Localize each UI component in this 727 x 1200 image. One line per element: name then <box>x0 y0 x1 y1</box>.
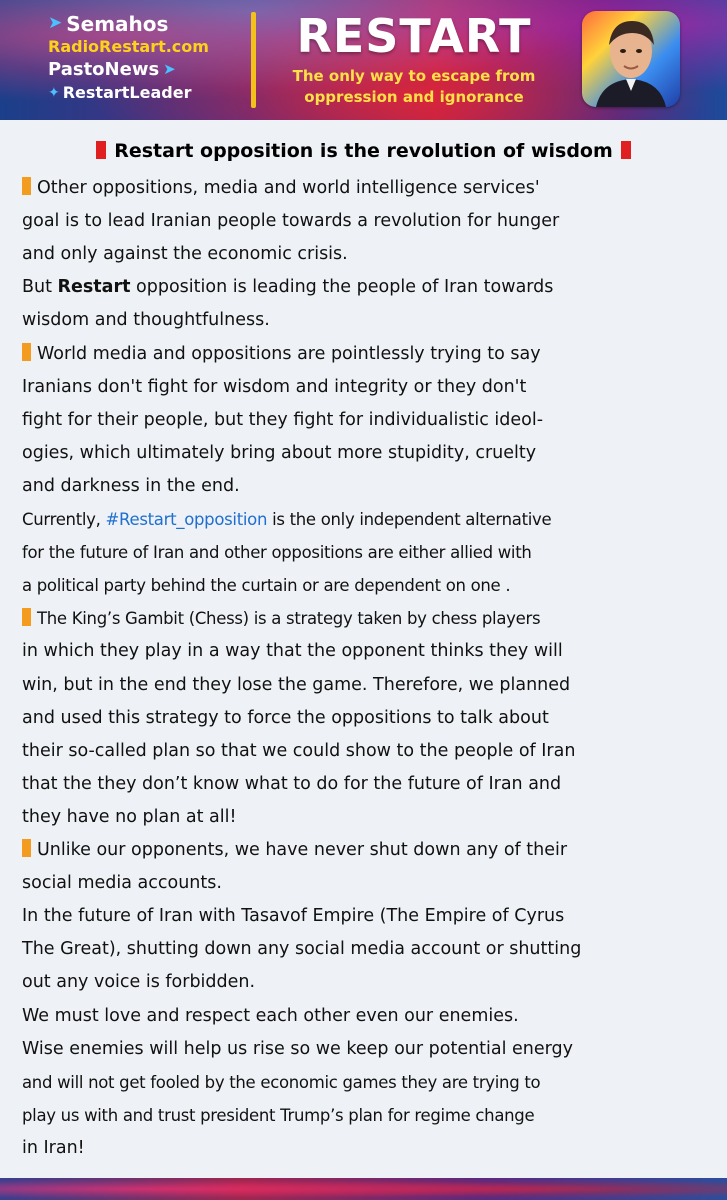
article-line <box>22 966 712 999</box>
avatar <box>582 11 680 107</box>
hashtag-link[interactable]: #Restart_opposition <box>105 510 268 529</box>
line-text: The King’s Gambit (Chess) is a strategy taken by chess players <box>37 609 541 629</box>
article-line <box>22 1132 712 1165</box>
line-text: goal is to lead Iranian people towards a revolution for hunger <box>22 211 560 232</box>
article-line <box>22 735 712 768</box>
line-text: wisdom and thoughtfulness. <box>22 310 270 331</box>
line-text: for the future of Iran and other oppositions are either allied with <box>22 543 532 563</box>
line-text: that the they don’t know what to do for the future of Iran and <box>22 773 562 794</box>
pasto-label: PastoNews <box>48 58 160 80</box>
article-line <box>22 834 712 867</box>
line-text: Iranians don't fight for wisdom and integrity or they don't <box>22 376 527 397</box>
article-line <box>22 437 712 470</box>
line-text: they have no plan at all! <box>22 806 237 827</box>
line-text: The Great), shutting down any social media account or shutting <box>22 939 582 960</box>
article-line <box>22 470 712 503</box>
telegram-icon: ➤ <box>163 60 176 78</box>
red-square-icon <box>96 141 106 159</box>
line-text: a political party behind the curtain or are dependent on one . <box>22 576 511 596</box>
semahos-label: Semahos <box>66 11 169 36</box>
article-line <box>22 404 712 437</box>
line-text: Other oppositions, media and world intelligence services' <box>37 178 540 198</box>
brand-tagline-1: The only way to escape from <box>292 67 536 85</box>
line-text: opposition is leading the people of Iran towards <box>130 277 554 298</box>
header-divider <box>251 12 256 108</box>
radio-label: RadioRestart.com <box>48 36 209 56</box>
line-text: and only against the economic crisis. <box>22 244 348 265</box>
pasto-link[interactable] <box>48 58 248 81</box>
article-heading <box>20 136 707 166</box>
brand-title: RESTART <box>296 9 532 63</box>
line-text: fight for their people, but they fight for individualistic ideol- <box>22 409 544 430</box>
radio-link[interactable] <box>48 35 248 58</box>
line-text: is the only independent alternative <box>267 510 552 529</box>
line-text: We must love and respect each other even our enemies. <box>22 1005 519 1026</box>
line-text: out any voice is forbidden. <box>22 972 256 993</box>
line-text: in which they play in a way that the opponent thinks they will <box>22 641 563 662</box>
line-text: Currently, <box>22 510 106 529</box>
article-line <box>22 768 712 801</box>
article-line <box>22 569 712 602</box>
article-line <box>22 669 712 702</box>
orange-bullet-icon <box>22 608 31 626</box>
article-line <box>22 338 712 371</box>
article-line <box>22 238 712 271</box>
line-text: ogies, which ultimately bring about more stupidity, cruelty <box>22 442 537 463</box>
orange-bullet-icon <box>22 343 31 361</box>
line-text: and used this strategy to force the oppositions to talk about <box>22 707 549 728</box>
article-line <box>22 867 712 900</box>
article-line <box>22 1066 712 1099</box>
brand-block <box>264 6 564 108</box>
twitter-link[interactable] <box>48 81 248 104</box>
article-line <box>22 1033 712 1066</box>
line-text: World media and oppositions are pointlessly trying to say <box>37 343 541 364</box>
line-text: social media accounts. <box>22 873 222 894</box>
bold-keyword: Restart <box>57 277 131 298</box>
line-text: and will not get fooled by the economic games they are trying to <box>22 1072 541 1092</box>
line-text: Wise enemies will help us rise so we keep our potential energy <box>22 1038 574 1059</box>
article-line <box>22 1000 712 1033</box>
article-line <box>22 205 712 238</box>
red-square-icon <box>621 141 631 159</box>
line-text: In the future of Iran with Tasavof Empire (The Empire of Cyrus <box>22 906 565 927</box>
brand-tagline-2: oppression and ignorance <box>304 88 524 106</box>
line-text: win, but in the end they lose the game. Therefore, we planned <box>22 674 571 695</box>
article-line <box>22 304 712 337</box>
contact-links <box>48 12 248 104</box>
line-text: Unlike our opponents, we have never shut down any of their <box>37 840 568 860</box>
line-text: their so-called plan so that we could show to the people of Iran <box>22 740 576 761</box>
twitter-label: RestartLeader <box>62 82 192 102</box>
article-line <box>22 1099 712 1132</box>
line-text: But <box>22 277 58 298</box>
semahos-link[interactable] <box>48 12 248 35</box>
article-line <box>22 271 712 304</box>
orange-bullet-icon <box>22 839 31 857</box>
article-line <box>22 503 712 536</box>
article-line <box>22 933 712 966</box>
line-text: play us with and trust president Trump’s plan for regime change <box>22 1105 535 1125</box>
twitter-icon: ✦ <box>48 84 60 101</box>
telegram-icon: ➤ <box>48 13 63 33</box>
article-line <box>22 172 712 205</box>
line-text: in Iran! <box>22 1137 85 1158</box>
header-banner <box>0 0 727 120</box>
footer-strip <box>0 1178 727 1200</box>
article-line <box>22 371 712 404</box>
heading-text: Restart opposition is the revolution of wisdom <box>114 140 613 162</box>
article-line <box>22 900 712 933</box>
orange-bullet-icon <box>22 177 31 195</box>
article-line <box>22 702 712 735</box>
article-line <box>22 635 712 668</box>
article-line <box>22 602 712 635</box>
line-text: and darkness in the end. <box>22 475 240 496</box>
article-line <box>22 536 712 569</box>
article-line <box>22 801 712 834</box>
